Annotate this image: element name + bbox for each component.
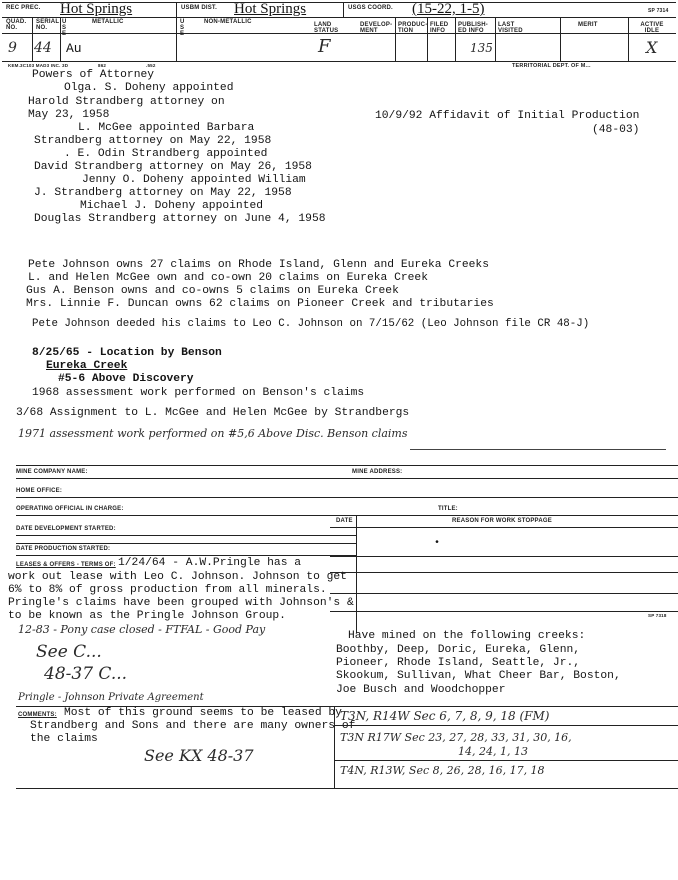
form-number: SP 7314 [648, 8, 669, 14]
col-divider [395, 17, 396, 61]
claims-line: Mrs. Linnie F. Duncan owns 62 claims on Pioneer Creek and tributaries [26, 298, 494, 310]
leases-line: 6% to 8% of gross production from all minerals. [8, 584, 327, 596]
form-bottom-rule [16, 788, 678, 789]
col-land-status: LAND STATUS [314, 22, 339, 34]
poa-line: Powers of Attorney [32, 69, 155, 81]
township-3: T4N, R13W, Sec 8, 26, 28, 16, 17, 18 [340, 764, 545, 777]
claims-line: Pete Johnson owns 27 claims on Rhode Island, Glenn and Eureka Creeks [28, 259, 489, 271]
comments-line: Strandberg and Sons and there are many owners of [30, 720, 356, 732]
poa-line: L. McGee appointed Barbara [78, 122, 255, 134]
idle-value: X [646, 38, 658, 57]
sub-num1: 862 [98, 63, 107, 68]
claims-line: Gus A. Benson owns and co-owns 5 claims on Eureka Creek [26, 285, 399, 297]
sub-left: KEM.3C103 MAD3 INC. 3D [8, 63, 69, 68]
assessment-line: 1968 assessment work performed on Benson's claims [32, 387, 365, 399]
handwritten-see: See C... [36, 642, 102, 662]
usbm-dist-value: Hot Springs [234, 1, 307, 17]
form-rule [16, 515, 678, 516]
col-metallic: METALLIC [92, 19, 124, 25]
col-last-visited: LAST VISITED [498, 22, 523, 34]
comments-line: Most of this ground seems to be leased by [64, 707, 342, 719]
deed-line: Pete Johnson deeded his claims to Leo C. Johnson on 7/15/62 (Leo Johnson file CR 48-J) [32, 318, 590, 330]
land-status-value: F [318, 36, 331, 57]
col-divider [560, 17, 561, 61]
leases-line: work out lease with Leo C. Johnson. Johnson to get [8, 571, 347, 583]
sub-num2: .552 [146, 63, 156, 68]
assignment-line: 3/68 Assignment to L. McGee and Helen McGee by Strandbergs [16, 407, 410, 419]
form-number-2: SP 7318 [648, 613, 667, 618]
creeks-line: Joe Busch and Woodchopper [336, 684, 506, 696]
stoppage-label: REASON FOR WORK STOPPAGE [452, 518, 552, 524]
quad-value: 9 [8, 40, 17, 56]
leases-line: to be known as the Pringle Johnson Group. [8, 610, 286, 622]
col-filed: FILED INFO [430, 22, 449, 34]
form-rule [330, 593, 678, 594]
col-quad: QUAD. NO. [6, 19, 27, 31]
poa-line: . E. Odin Strandberg appointed [64, 148, 268, 160]
published-value: 135 [470, 41, 493, 55]
handwritten-1971: 1971 assessment work performed on #5,6 Above Disc. Benson claims [18, 427, 408, 440]
serial-value: 44 [34, 40, 52, 56]
creeks-line: Have mined on the following creeks: [348, 630, 586, 642]
col-use: U S E [62, 19, 67, 37]
creek-line: Eureka Creek [46, 360, 128, 372]
poa-line: Douglas Strandberg attorney on June 4, 1958 [34, 213, 326, 225]
affidavit-code: (48-03) [592, 124, 640, 136]
rec-prec-label: REC PREC. [6, 5, 41, 11]
stoppage-divider [356, 515, 357, 633]
township-2: T3N R17W Sec 23, 27, 28, 33, 31, 30, 16, [340, 731, 572, 744]
poa-line: Harold Strandberg attorney on [28, 96, 225, 108]
col-serial: SERIAL NO. [36, 19, 60, 31]
home-office-label: HOME OFFICE: [16, 488, 63, 494]
col-divider [495, 17, 496, 61]
bullet-mark: • [434, 538, 441, 549]
leases-line: 1/24/64 - A.W.Pringle has a [118, 557, 302, 569]
leases-label: LEASES & OFFERS - TERMS OF: [16, 562, 116, 568]
leases-line: Pringle's claims have been grouped with Johnson's & [8, 597, 354, 609]
date-label: DATE [336, 518, 353, 524]
claims-line: L. and Helen McGee own and co-own 20 claims on Eureka Creek [28, 272, 428, 284]
col-production: PRODUC-TION [398, 22, 428, 34]
handwritten-case-closed: 12-83 - Pony case closed - FTFAL - Good Pay [18, 623, 266, 636]
usbm-dist-label: USBM DIST. [181, 5, 218, 11]
form-rule [16, 497, 678, 498]
poa-line: Michael J. Doheny appointed [80, 200, 264, 212]
discovery-line: #5-6 Above Discovery [58, 373, 194, 385]
header-divider [176, 2, 177, 61]
header-rule-3 [2, 61, 676, 62]
handwritten-file: 48-37 C... [44, 664, 128, 684]
form-rule [330, 572, 678, 573]
form-rule [334, 725, 678, 726]
col-divider [32, 17, 33, 61]
title-label: TITLE: [438, 506, 458, 512]
form-rule [16, 535, 356, 536]
poa-line: David Strandberg attorney on May 26, 1958 [34, 161, 312, 173]
poa-line: Strandberg attorney on May 22, 1958 [34, 135, 272, 147]
col-merit: MERIT [578, 22, 598, 28]
comments-line: the claims [30, 733, 98, 745]
township-2b: 14, 24, 1, 13 [458, 745, 528, 758]
usgs-coord-value: (15-22, 1-5) [412, 1, 485, 17]
form-rule [330, 556, 678, 557]
col-active-idle: ACTIVE IDLE [640, 22, 664, 34]
metallic-value: Au [66, 41, 82, 56]
col-divider [427, 17, 428, 61]
col-published: PUBLISH-ED INFO [458, 22, 488, 34]
handwritten-see-kx: See KX 48-37 [144, 746, 254, 765]
header-divider [343, 2, 344, 17]
prod-started-label: DATE PRODUCTION STARTED: [16, 546, 111, 552]
usgs-coord-label: USGS COORD. [348, 5, 393, 11]
col-use-2: U S E [180, 19, 185, 37]
poa-line: Olga. S. Doheny appointed [64, 82, 234, 94]
col-development: DEVELOP-MENT [360, 22, 393, 34]
mine-address-label: MINE ADDRESS: [352, 469, 403, 475]
col-non-metallic: NON-METALLIC [204, 19, 252, 25]
form-rule [16, 555, 356, 556]
hand-stroke [410, 449, 666, 450]
poa-line: J. Strandberg attorney on May 22, 1958 [34, 187, 292, 199]
dev-started-label: DATE DEVELOPMENT STARTED: [16, 526, 116, 532]
form-rule [334, 760, 678, 761]
poa-line: Jenny O. Doheny appointed William [82, 174, 306, 186]
creeks-line: Boothby, Deep, Doric, Eureka, Glenn, [336, 644, 581, 656]
form-rule [330, 527, 678, 528]
handwritten-agreement: Pringle - Johnson Private Agreement [18, 692, 204, 703]
rec-prec-value: Hot Springs [60, 1, 133, 17]
form-rule [330, 611, 678, 612]
form-rule [16, 543, 356, 544]
form-top-rule [16, 465, 678, 466]
location-line: 8/25/65 - Location by Benson [32, 347, 222, 359]
mine-company-label: MINE COMPANY NAME: [16, 469, 88, 475]
creeks-line: Skookum, Sullivan, What Cheer Bar, Boston, [336, 670, 621, 682]
operating-label: OPERATING OFFICIAL IN CHARGE: [16, 506, 124, 512]
affidavit-line: 10/9/92 Affidavit of Initial Production [375, 110, 640, 122]
territorial-dept: TERRITORIAL DEPT. OF M... [512, 63, 591, 69]
township-1: T3N, R14W Sec 6, 7, 8, 9, 18 (FM) [340, 709, 550, 723]
creeks-line: Pioneer, Rhode Island, Seattle, Jr., [336, 657, 581, 669]
col-divider [455, 17, 456, 61]
col-divider [60, 17, 61, 61]
comments-label: COMMENTS: [18, 712, 57, 718]
form-rule [16, 478, 678, 479]
poa-line: May 23, 1958 [28, 109, 110, 121]
col-divider [628, 17, 629, 61]
